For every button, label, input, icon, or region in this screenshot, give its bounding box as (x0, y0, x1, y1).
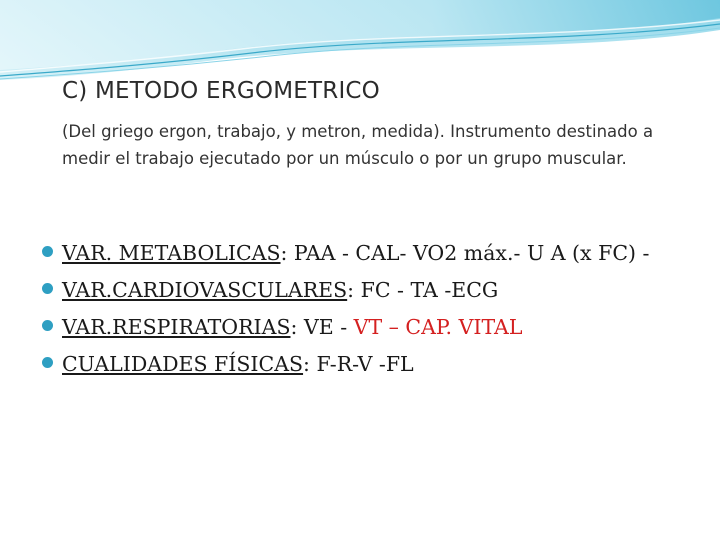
slide-description: (Del griego ergon, trabajo, y metron, medida). Instrumento destinado a medir el trabajo ejecutado por un músculo o por un grupo muscular. (62, 122, 654, 168)
bullet-term: VAR.RESPIRATORIAS (62, 315, 291, 339)
bullet-item-cualidades (40, 351, 700, 377)
bullet-dot-icon (42, 246, 53, 257)
bullet-text: : FC - TA -ECG (347, 278, 499, 302)
bullet-item-respiratorias (40, 314, 700, 340)
slide-title: C) METODO ERGOMETRICO (62, 78, 380, 104)
bullet-term: VAR. METABOLICAS (62, 241, 281, 265)
bullet-highlight-text: VT – CAP. VITAL (353, 315, 523, 339)
bullet-dot-icon (42, 320, 53, 331)
header-wave-banner (0, 0, 720, 90)
bullet-dot-icon (42, 283, 53, 294)
bullet-text: : PAA - CAL- VO2 máx.- U A (x FC) - (280, 241, 650, 265)
bullet-term: CUALIDADES FÍSICAS (62, 352, 304, 376)
bullet-item-cardiovasculares (40, 277, 700, 303)
bullet-item-metabolicas (40, 240, 700, 266)
bullet-term: VAR.CARDIOVASCULARES (62, 278, 348, 302)
bullet-dot-icon (42, 357, 53, 368)
bullet-text: : F-R-V -FL (303, 352, 414, 376)
bullet-list (40, 240, 700, 388)
bullet-text: : VE - (290, 315, 354, 339)
